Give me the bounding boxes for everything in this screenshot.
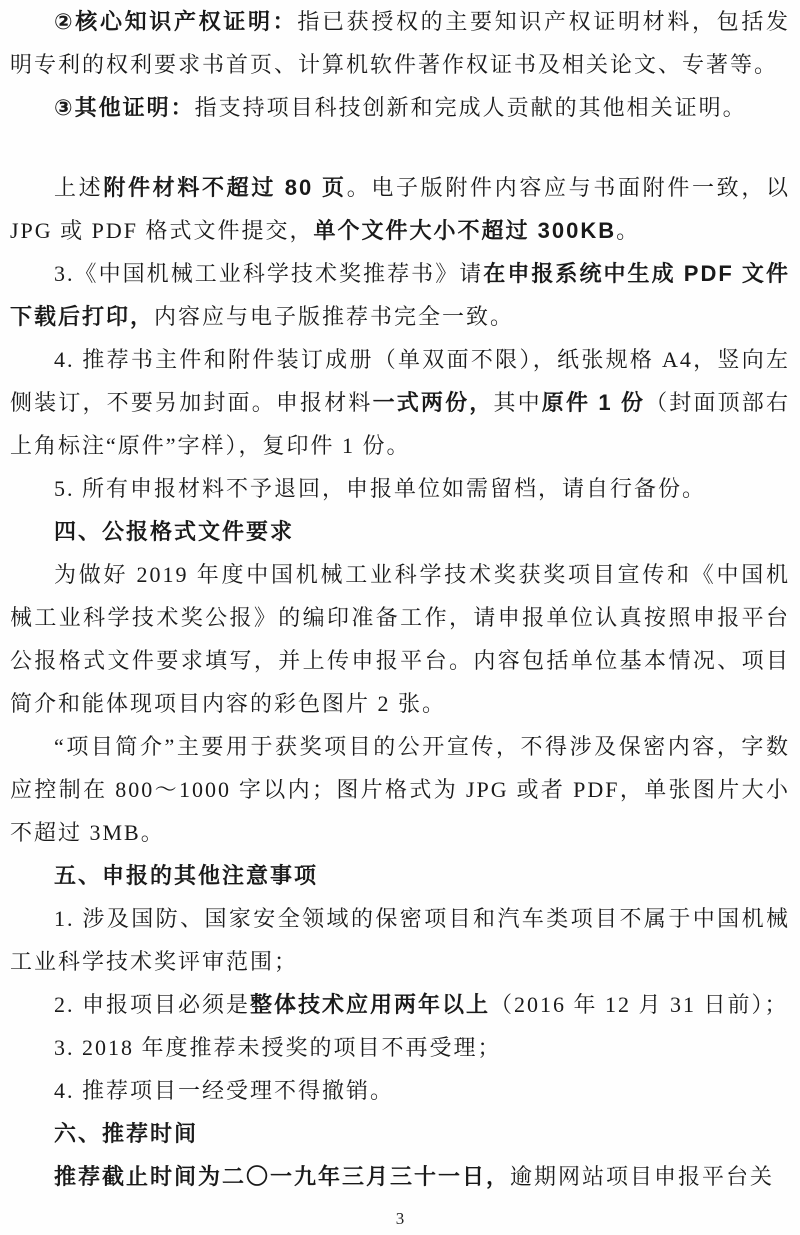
text-run: 上述 [54,175,104,200]
text-run: 逾期网站项目申报平台关 [510,1164,775,1189]
paragraph [10,467,790,510]
text-run: 为做好 2019 年度中国机械工业科学技术奖获奖项目宣传和《中国机械工业科学技术奖公报》的编印准备工作，请申报单位认真按照申报平台公报格式文件要求填写，并上传申报平台。内容包括单位基本情况、项目简介和能体现项目内容的彩色图片 2 张。 [10,562,790,716]
text-run: 其中 [493,390,542,415]
paragraph [10,983,790,1026]
bold-text-run: 五、申报的其他注意事项 [54,863,319,888]
bold-text-run: ③其他证明： [54,95,195,120]
text-run: 2. 申报项目必须是 [54,992,251,1017]
paragraph [10,1026,790,1069]
page-number: 3 [395,1209,405,1228]
page-footer [0,1209,800,1229]
text-run: 3. 2018 年度推荐未授奖的项目不再受理； [54,1035,502,1060]
paragraph [10,897,790,983]
text-run: 指支持项目科技创新和完成人贡献的其他相关证明。 [194,95,747,120]
bold-text-run: 整体技术应用两年以上 [250,992,491,1017]
paragraph [10,252,790,338]
bold-text-run: 推荐截止时间为二〇一九年三月三十一日， [54,1164,511,1189]
paragraph [10,86,790,129]
bold-text-run: 单个文件大小不超过 300KB [313,218,617,243]
paragraph [10,725,790,854]
bold-text-run: 一式两份， [372,390,494,415]
bold-text-run: 四、公报格式文件要求 [54,519,295,544]
bold-text-run: ②核心知识产权证明： [54,9,298,34]
text-run: 指已获授权的主要知识产权证明材料，包括发明专利的权利要求书首页、计算机软件著作权证书及相关论文、专著等。 [10,9,790,77]
text-run: 4. 推荐项目一经受理不得撤销。 [54,1078,395,1103]
section-heading [10,854,790,897]
paragraph [10,338,790,467]
paragraph [10,553,790,725]
text-run: “项目简介”主要用于获奖项目的公开宣传，不得涉及保密内容，字数应控制在 800～1000 字以内；图片格式为 JPG 或者 PDF，单张图片大小不超过 3MB。 [10,734,790,845]
paragraph [10,0,790,86]
text-run: （封面顶部右上角标注“原件”字样），复印件 1 份。 [10,390,790,458]
document-body [10,0,790,1198]
bold-text-run: 附件材料不超过 80 页 [103,175,347,200]
text-run: 5. 所有申报材料不予退回，申报单位如需留档，请自行备份。 [54,476,707,501]
text-run: 。 [616,218,641,243]
paragraph [10,1155,790,1198]
bold-text-run: 原件 1 份 [541,390,646,415]
text-run: 1. 涉及国防、国家安全领域的保密项目和汽车类项目不属于中国机械工业科学技术奖评审范围； [10,906,790,974]
paragraph [10,166,790,252]
bold-text-run: 六、推荐时间 [54,1121,199,1146]
section-heading [10,510,790,553]
text-run: （2016 年 12 月 31 日前）； [490,992,789,1017]
text-run: 3.《中国机械工业科学技术奖推荐书》请 [54,261,484,286]
text-run: 内容应与电子版推荐书完全一致。 [154,304,515,329]
bold-text-run: 在申报系统中生成 PDF 文件下载后打印， [10,261,790,329]
text-run: 4. 推荐书主件和附件装订成册（单双面不限），纸张规格 A4，竖向左侧装订，不要另加封面。申报材料 [10,347,790,415]
paragraph [10,1069,790,1112]
section-heading [10,1112,790,1155]
text-run: 。电子版附件内容应与书面附件一致，以 JPG 或 PDF 格式文件提交， [10,175,790,243]
